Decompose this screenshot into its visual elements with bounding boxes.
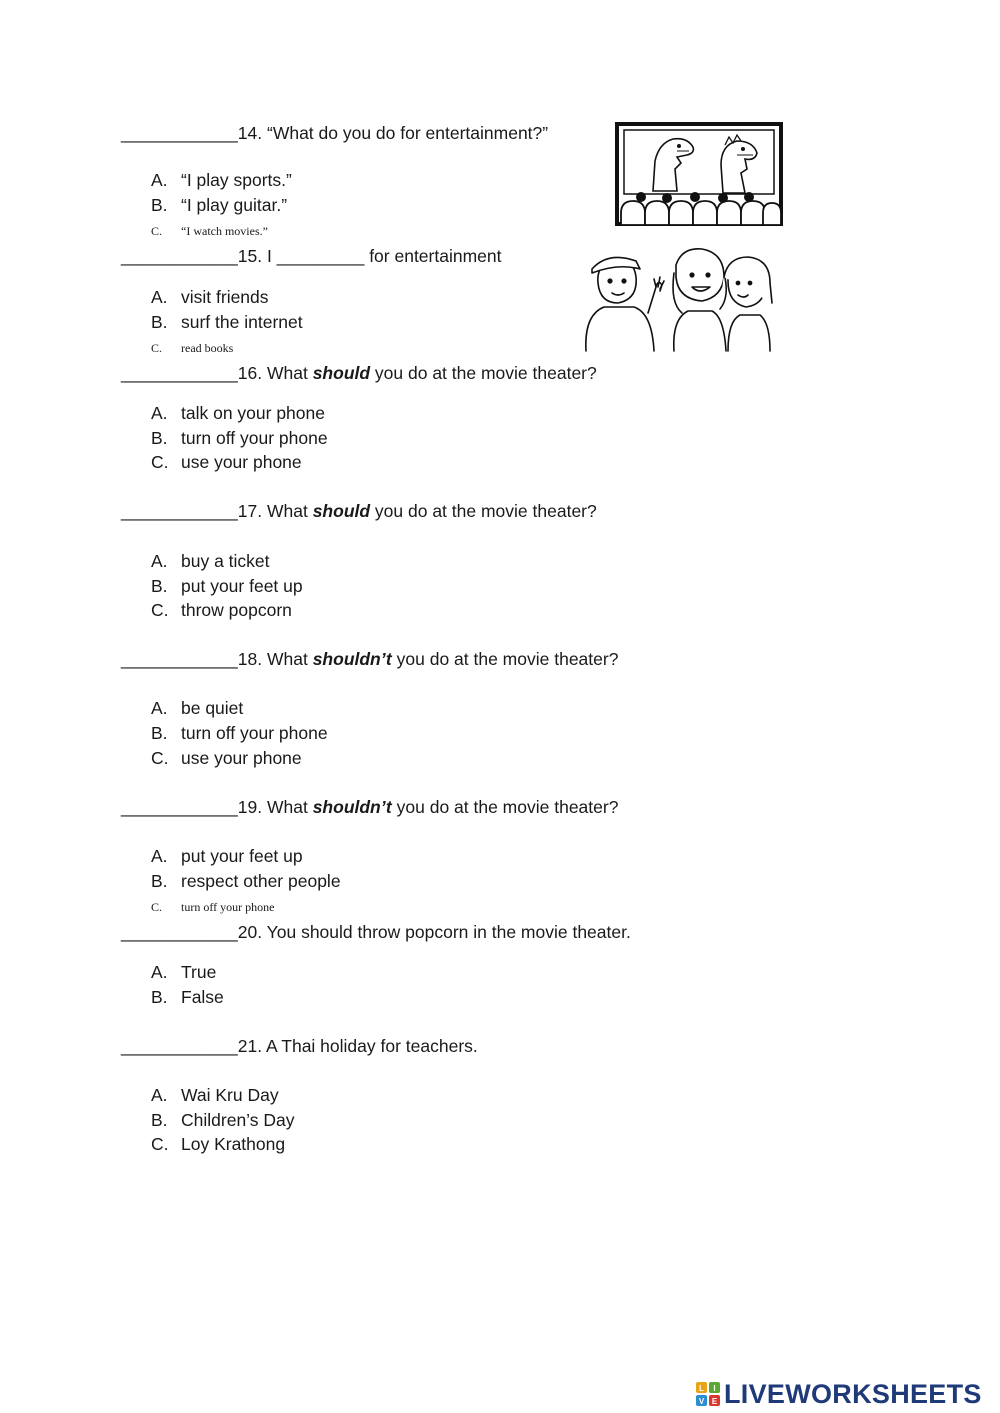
- option-letter: A.: [151, 287, 168, 307]
- option-b[interactable]: [151, 722, 328, 744]
- option-text: Wai Kru Day: [181, 1085, 279, 1105]
- svg-text:L: L: [699, 1384, 704, 1393]
- svg-text:I: I: [713, 1384, 716, 1393]
- option-c[interactable]: [151, 899, 274, 915]
- option-text: turn off your phone: [181, 900, 275, 914]
- question-text-end: you do at the movie theater?: [370, 363, 597, 383]
- option-a[interactable]: [151, 402, 325, 424]
- question-text: 18. What: [237, 649, 313, 669]
- option-letter: B.: [151, 987, 168, 1007]
- option-letter: B.: [151, 428, 168, 448]
- option-c[interactable]: [151, 1133, 285, 1155]
- option-letter: C.: [151, 900, 163, 914]
- option-a[interactable]: [151, 169, 292, 191]
- liveworksheets-logo: [696, 1377, 982, 1411]
- option-letter: B.: [151, 1110, 168, 1130]
- option-letter: A.: [151, 403, 168, 423]
- question-21: [121, 1035, 478, 1057]
- inline-blank: _________: [276, 246, 365, 266]
- option-a[interactable]: [151, 961, 216, 983]
- option-text: Loy Krathong: [181, 1134, 286, 1154]
- option-text: False: [181, 987, 224, 1007]
- emphasis-word: shouldn’t: [312, 649, 392, 669]
- question-14: [121, 122, 548, 144]
- question-text: 17. What: [237, 501, 313, 521]
- option-a[interactable]: [151, 550, 270, 572]
- option-letter: A.: [151, 698, 168, 718]
- friends-illustration: [578, 243, 773, 355]
- option-text: read books: [181, 341, 234, 355]
- option-text: throw popcorn: [181, 600, 292, 620]
- option-letter: B.: [151, 576, 168, 596]
- question-20: [121, 921, 631, 943]
- option-letter: A.: [151, 962, 168, 982]
- option-text: turn off your phone: [181, 723, 328, 743]
- answer-blank[interactable]: ____________: [121, 363, 238, 383]
- answer-blank[interactable]: ____________: [121, 649, 238, 669]
- question-text: 20. You should throw popcorn in the movie theater.: [237, 922, 631, 942]
- liveworksheets-logo-icon: [696, 1382, 720, 1406]
- option-text: buy a ticket: [181, 551, 270, 571]
- option-letter: C.: [151, 1134, 169, 1154]
- option-letter: B.: [151, 312, 168, 332]
- option-letter: C.: [151, 341, 163, 355]
- emphasis-word: shouldn’t: [312, 797, 392, 817]
- option-c[interactable]: [151, 451, 302, 473]
- question-text: 15. I: [237, 246, 277, 266]
- option-c[interactable]: [151, 599, 292, 621]
- emphasis-word: should: [312, 363, 371, 383]
- option-text: respect other people: [181, 871, 341, 891]
- question-19: [121, 796, 618, 818]
- logo-text: LIVEWORKSHEETS: [724, 1378, 982, 1409]
- option-a[interactable]: [151, 1084, 279, 1106]
- option-b[interactable]: [151, 575, 303, 597]
- option-letter: C.: [151, 452, 169, 472]
- question-text: 21. A Thai holiday for teachers.: [237, 1036, 478, 1056]
- option-text: visit friends: [181, 287, 269, 307]
- question-15: [121, 245, 501, 267]
- question-text-end: you do at the movie theater?: [391, 797, 619, 817]
- option-b[interactable]: [151, 986, 224, 1008]
- option-b[interactable]: [151, 194, 287, 216]
- option-text: “I play sports.”: [181, 170, 292, 190]
- option-text: turn off your phone: [181, 428, 328, 448]
- option-letter: C.: [151, 748, 169, 768]
- option-letter: B.: [151, 723, 168, 743]
- option-text: use your phone: [181, 452, 302, 472]
- question-18: [121, 648, 618, 670]
- option-text: Children’s Day: [181, 1110, 295, 1130]
- answer-blank[interactable]: ____________: [121, 501, 238, 521]
- question-16: [121, 362, 597, 384]
- option-b[interactable]: [151, 870, 341, 892]
- question-text: 16. What: [237, 363, 313, 383]
- option-text: put your feet up: [181, 846, 303, 866]
- option-letter: C.: [151, 224, 163, 238]
- option-text: “I play guitar.”: [181, 195, 288, 215]
- question-text: 19. What: [237, 797, 313, 817]
- movie-theater-illustration: [615, 121, 785, 231]
- option-letter: A.: [151, 1085, 168, 1105]
- question-text: 14. “What do you do for entertainment?”: [237, 123, 549, 143]
- svg-text:E: E: [711, 1397, 718, 1406]
- question-text-end: you do at the movie theater?: [370, 501, 597, 521]
- option-text: “I watch movies.”: [181, 224, 268, 238]
- option-b[interactable]: [151, 427, 328, 449]
- option-letter: A.: [151, 846, 168, 866]
- option-text: True: [181, 962, 217, 982]
- option-text: use your phone: [181, 748, 302, 768]
- option-b[interactable]: [151, 311, 303, 333]
- option-letter: A.: [151, 170, 168, 190]
- option-letter: B.: [151, 195, 168, 215]
- option-c[interactable]: [151, 340, 233, 356]
- question-text-end: for entertainment: [364, 246, 502, 266]
- question-17: [121, 500, 597, 522]
- answer-blank[interactable]: ____________: [121, 797, 238, 817]
- answer-blank[interactable]: ____________: [121, 1036, 238, 1056]
- option-letter: A.: [151, 551, 168, 571]
- option-a[interactable]: [151, 697, 243, 719]
- option-a[interactable]: [151, 286, 269, 308]
- option-letter: C.: [151, 600, 169, 620]
- option-letter: B.: [151, 871, 168, 891]
- svg-text:V: V: [698, 1397, 705, 1406]
- emphasis-word: should: [312, 501, 371, 521]
- option-a[interactable]: [151, 845, 303, 867]
- question-text-end: you do at the movie theater?: [391, 649, 619, 669]
- option-c[interactable]: [151, 747, 302, 769]
- option-b[interactable]: [151, 1109, 294, 1131]
- option-text: put your feet up: [181, 576, 303, 596]
- option-c[interactable]: [151, 223, 268, 239]
- answer-blank[interactable]: ____________: [121, 123, 238, 143]
- answer-blank[interactable]: ____________: [121, 922, 238, 942]
- option-text: be quiet: [181, 698, 244, 718]
- option-text: surf the internet: [181, 312, 303, 332]
- option-text: talk on your phone: [181, 403, 325, 423]
- answer-blank[interactable]: ____________: [121, 246, 238, 266]
